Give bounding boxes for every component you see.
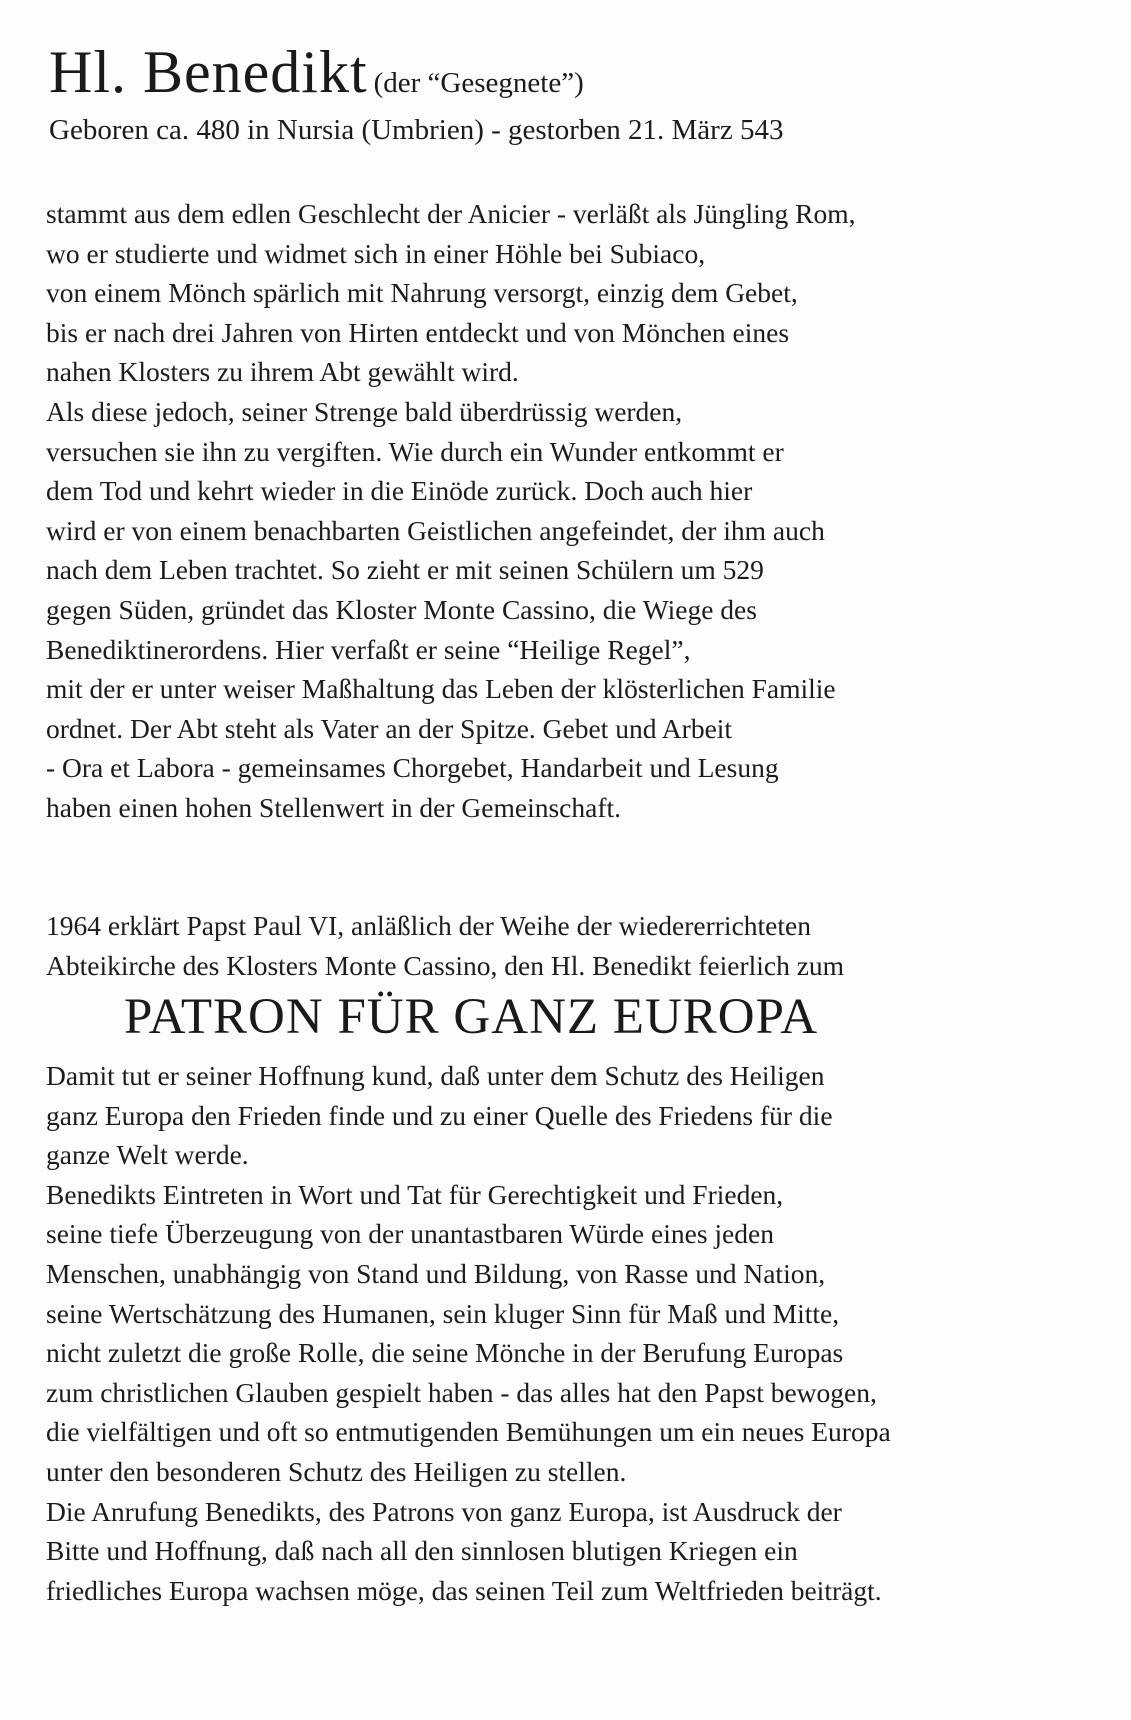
text-line: nahen Klosters zu ihrem Abt gewählt wird.	[46, 356, 519, 388]
text-line: wo er studierte und widmet sich in einer Höhle bei Subiaco,	[46, 237, 706, 269]
text-line: ganz Europa den Frieden finde und zu einer Quelle des Friedens für die	[46, 1099, 833, 1131]
paragraph-europe	[46, 1056, 891, 1610]
text-line: dem Tod und kehrt wieder in die Einöde zurück. Doch auch hier	[46, 475, 753, 507]
text-line: Die Anrufung Benedikts, des Patrons von ganz Europa, ist Ausdruck der	[46, 1495, 842, 1527]
text-line: Als diese jedoch, seiner Strenge bald überdrüssig werden,	[46, 395, 683, 427]
text-line: die vielfältigen und oft so entmutigenden Bemühungen um ein neues Europa	[46, 1416, 891, 1448]
text-line: nach dem Leben trachtet. So zieht er mit seinen Schülern um 529	[46, 554, 764, 586]
page-title: Hl. Benedikt	[49, 39, 368, 105]
text-line: seine Wertschätzung des Humanen, sein kluger Sinn für Maß und Mitte,	[46, 1297, 840, 1329]
title-row	[49, 38, 584, 107]
text-line: haben einen hohen Stellenwert in der Gemeinschaft.	[46, 791, 622, 823]
text-line: ordnet. Der Abt steht als Vater an der Spitze. Gebet und Arbeit	[46, 712, 733, 744]
text-line: stammt aus dem edlen Geschlecht der Anicier - verläßt als Jüngling Rom,	[46, 198, 856, 229]
text-line: ganze Welt werde.	[46, 1139, 249, 1171]
paragraph-biography	[46, 194, 856, 828]
text-line: Benedikts Eintreten in Wort und Tat für Gerechtigkeit und Frieden,	[46, 1178, 784, 1210]
text-line: Menschen, unabhängig von Stand und Bildung, von Rasse und Nation,	[46, 1257, 826, 1289]
patron-headline: PATRON FÜR GANZ EUROPA	[124, 989, 819, 1045]
title-note: (der “Gesegnete”)	[373, 67, 584, 99]
text-line: unter den besonderen Schutz des Heiligen zu stellen.	[46, 1455, 627, 1487]
text-line: gegen Süden, gründet das Kloster Monte Cassino, die Wiege des	[46, 593, 757, 625]
paragraph-patronage-intro	[46, 906, 844, 986]
text-line: Bitte und Hoffnung, daß nach all den sinnlosen blutigen Kriegen ein	[46, 1535, 798, 1567]
text-line: seine tiefe Überzeugung von der unantastbaren Würde eines jeden	[46, 1218, 774, 1250]
text-line: mit der er unter weiser Maßhaltung das Leben der klösterlichen Familie	[46, 673, 836, 705]
text-line: 1964 erklärt Papst Paul VI, anläßlich der Weihe der wiedererrichteten	[46, 910, 811, 941]
text-line: - Ora et Labora - gemeinsames Chorgebet, Handarbeit und Lesung	[46, 752, 779, 784]
text-line: von einem Mönch spärlich mit Nahrung versorgt, einzig dem Gebet,	[46, 277, 798, 309]
text-line: versuchen sie ihn zu vergiften. Wie durch ein Wunder entkommt er	[46, 435, 784, 467]
text-line: nicht zuletzt die große Rolle, die seine Mönche in der Berufung Europas	[46, 1337, 844, 1369]
text-line: wird er von einem benachbarten Geistlichen angefeindet, der ihm auch	[46, 514, 825, 546]
page-subtitle: Geboren ca. 480 in Nursia (Umbrien) - gestorben 21. März 543	[49, 114, 784, 146]
text-line: zum christlichen Glauben gespielt haben - das alles hat den Papst bewogen,	[46, 1376, 877, 1408]
text-line: friedliches Europa wachsen möge, das seinen Teil zum Weltfrieden beiträgt.	[46, 1574, 882, 1606]
text-line: Benediktinerordens. Hier verfaßt er seine “Heilige Regel”,	[46, 633, 691, 665]
text-line: bis er nach drei Jahren von Hirten entdeckt und von Mönchen eines	[46, 316, 790, 348]
text-line: Damit tut er seiner Hoffnung kund, daß unter dem Schutz des Heiligen	[46, 1060, 825, 1091]
text-line: Abteikirche des Klosters Monte Cassino, den Hl. Benedikt feierlich zum	[46, 950, 845, 981]
